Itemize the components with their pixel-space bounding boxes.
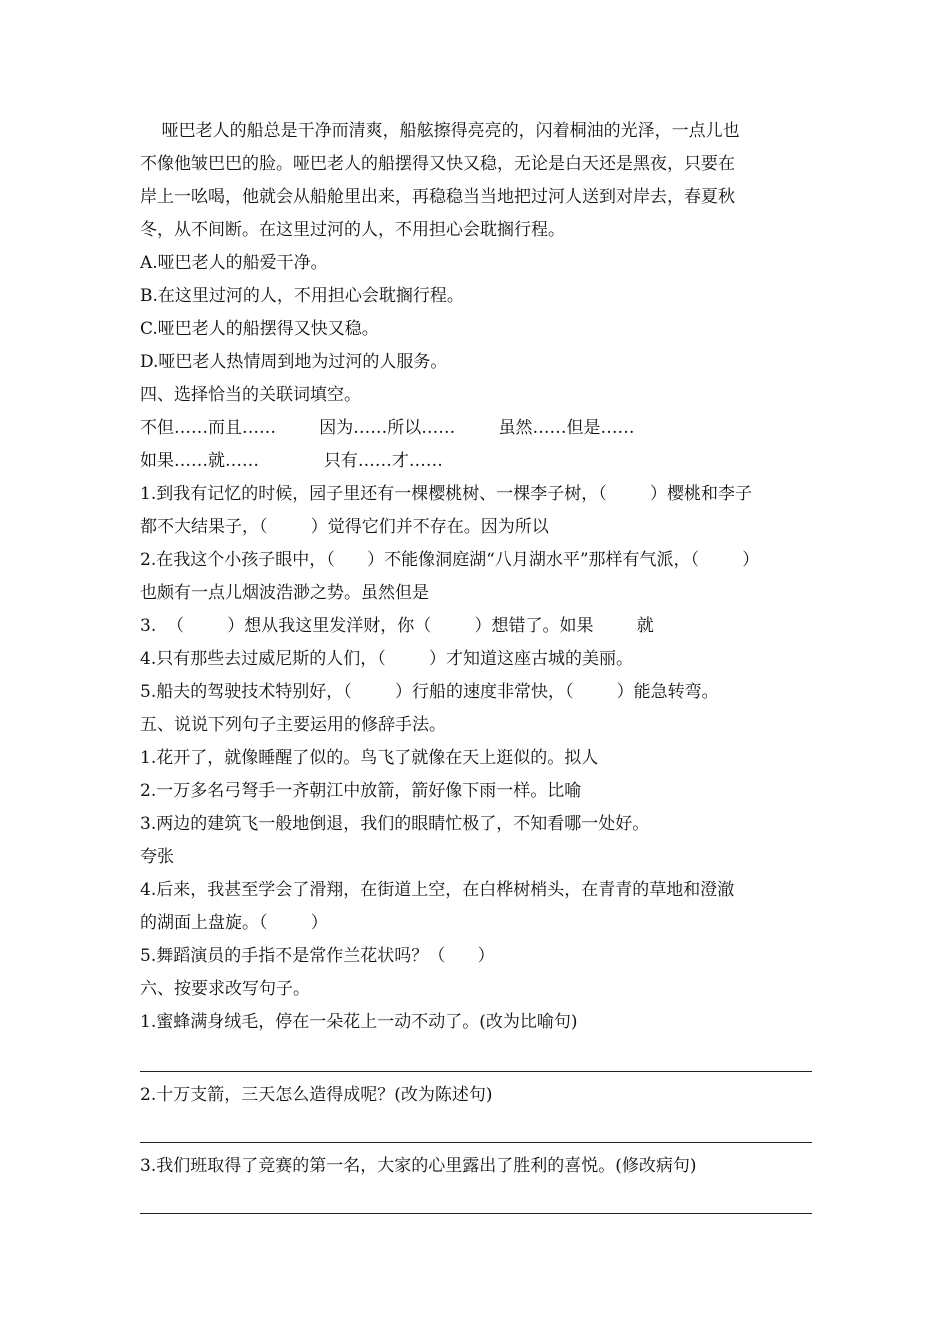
question-line: 5.舞蹈演员的手指不是常作兰花状吗？（ ） xyxy=(140,946,495,966)
passage-line: 哑巴老人的船总是干净而清爽，船舷擦得亮亮的，闪着桐油的光泽，一点儿也 xyxy=(140,121,740,141)
option-c: C.哑巴老人的船摆得又快又稳。 xyxy=(140,319,379,339)
option-a: A.哑巴老人的船爱干净。 xyxy=(140,253,328,273)
rewrite-item: 2.十万支箭，三天怎么造得成呢？(改为陈述句) xyxy=(140,1085,493,1105)
question-line: 4.后来，我甚至学会了滑翔，在街道上空，在白桦树梢头，在青青的草地和澄澈 xyxy=(140,880,735,900)
question-line: 3.两边的建筑飞一般地倒退，我们的眼睛忙极了，不知看哪一处好。 xyxy=(140,814,650,834)
question-line: 也颇有一点儿烟波浩渺之势。虽然但是 xyxy=(140,583,429,603)
rewrite-item: 1.蜜蜂满身绒毛，停在一朵花上一动不动了。(改为比喻句) xyxy=(140,1012,578,1032)
question-line: 1.花开了，就像睡醒了似的。鸟飞了就像在天上逛似的。拟人 xyxy=(140,748,599,768)
section-4-title: 四、选择恰当的关联词填空。 xyxy=(140,385,361,405)
question-line: 4.只有那些去过威尼斯的人们，（ ）才知道这座古城的美丽。 xyxy=(140,649,633,669)
question-line: 1.到我有记忆的时候，园子里还有一棵樱桃树、一棵李子树，（ ）樱桃和李子 xyxy=(140,484,752,504)
question-line: 5.船夫的驾驶技术特别好，（ ）行船的速度非常快，（ ）能急转弯。 xyxy=(140,682,719,702)
question-line: 2.一万多名弓弩手一齐朝江中放箭，箭好像下雨一样。比喻 xyxy=(140,781,582,801)
conjunction-options-row: 如果……就…… 只有……才…… xyxy=(140,451,443,471)
passage-line: 冬，从不间断。在这里过河的人，不用担心会耽搁行程。 xyxy=(140,220,565,240)
answer-line[interactable] xyxy=(140,1142,812,1143)
rewrite-item: 3.我们班取得了竞赛的第一名，大家的心里露出了胜利的喜悦。(修改病句) xyxy=(140,1156,697,1176)
passage-line: 不像他皱巴巴的脸。哑巴老人的船摆得又快又稳，无论是白天还是黑夜，只要在 xyxy=(140,154,735,174)
question-line: 都不大结果子，（ ）觉得它们并不存在。因为所以 xyxy=(140,517,549,537)
passage-line: 岸上一吆喝，他就会从船舱里出来，再稳稳当当地把过河人送到对岸去，春夏秋 xyxy=(140,187,735,207)
conjunction-options-row: 不但……而且…… 因为……所以…… 虽然……但是…… xyxy=(140,418,635,438)
section-6-title: 六、按要求改写句子。 xyxy=(140,979,310,999)
answer-line[interactable] xyxy=(140,1071,812,1072)
option-d: D.哑巴老人热情周到地为过河的人服务。 xyxy=(140,352,448,372)
question-line: 3. （ ）想从我这里发洋财，你（ ）想错了。如果 就 xyxy=(140,616,654,636)
question-line: 夸张 xyxy=(140,847,174,867)
option-b: B.在这里过河的人，不用担心会耽搁行程。 xyxy=(140,286,464,306)
answer-line[interactable] xyxy=(140,1213,812,1214)
section-5-title: 五、说说下列句子主要运用的修辞手法。 xyxy=(140,715,446,735)
question-line: 的湖面上盘旋。（ ） xyxy=(140,913,328,933)
question-line: 2.在我这个小孩子眼中，（ ）不能像洞庭湖“八月湖水平”那样有气派，（ ） xyxy=(140,550,760,570)
